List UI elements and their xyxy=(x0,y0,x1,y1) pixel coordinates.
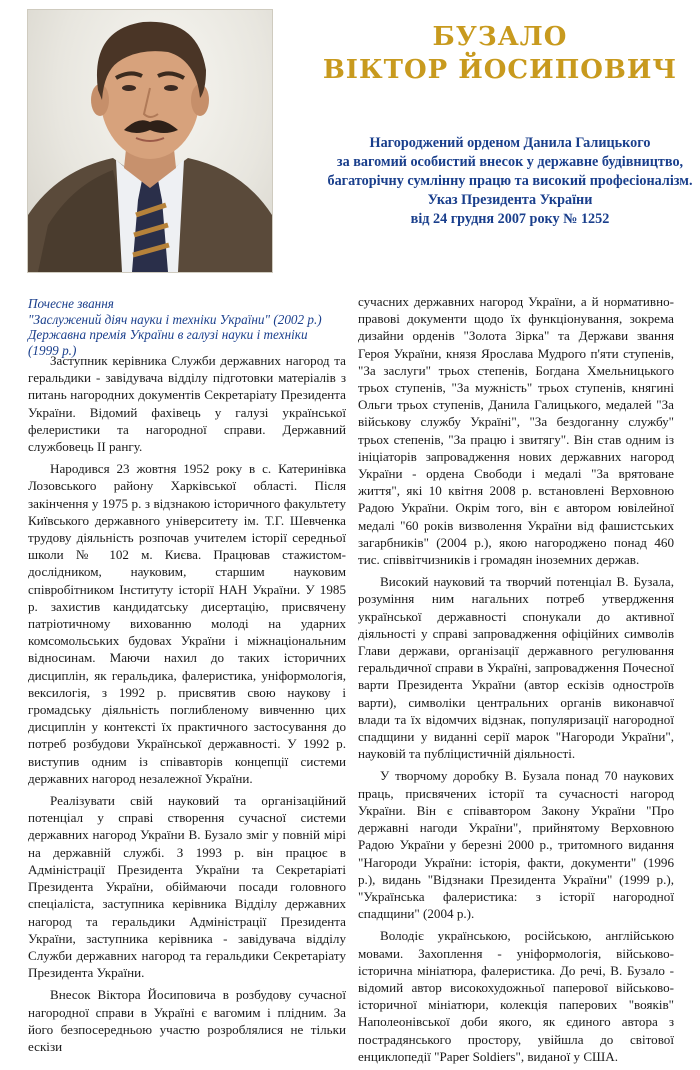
award-line: за вагомий особистий внесок у державне будівництво, xyxy=(336,154,684,170)
portrait-illustration xyxy=(28,10,272,272)
paragraph: Народився 23 жовтня 1952 року в с. Катеринівка Лозовського району Харківської області. Після закінчення у 1975 р. з відзнакою історичного факультету Київського державного університету ім. Т.Г. Шевченка трудову діяльність розпочав учителем історії середньої школи № 102 м. Києва. Працював стажистом-дослідником, науковим, старшим науковим співробітником Інституту історії НАН України. У 1985 р. захистив кандидатську дисертацію, присвячену патріотичному вихованню молоді на ударних комсомольських будовах України і міжнаціональним відносинам. Маючи нахил до таких історичних дисциплін, як геральдика, фалеристика, уніформологія, вексилогія, з 1992 р. присвятив свою наукову і громадську діяльність поглибленому вивченню цих дисциплін у контексті їх практичного застосування до потреб розбудови Української державності. У 1992 р. виступив одним із співавторів концепції системи державних нагород незалежної України. xyxy=(28,461,346,786)
paragraph: Заступник керівника Служби державних нагород та геральдики - завідувача відділу підготовки матеріалів з питань нагородних документів Секретаріату Президента України. Відомий фахівець у галузі української фелеристики та нагородної справи. Державний службовець ІІ рангу. xyxy=(28,353,346,455)
paragraph: Реалізувати свій науковий та організаційний потенціал у справі створення сучасної системи державних нагород України В. Бузало зміг у повній мірі на державній службі. З 1993 р. він працює в Адміністрації Президента України та Секретаріаті Президента України, обіймаючи посади головного спеціаліста, заступника керівника Відділу державних нагород та геральдики Адміністрації Президента України, заступника керівника - завідувача відділу Служби державних нагород та геральдики Секретаріату Президента України. xyxy=(28,793,346,981)
biography-right-column xyxy=(358,293,674,1070)
portrait-photo xyxy=(28,10,272,272)
paragraph: сучасних державних нагород України, а й нормативно-правові документи щодо їх функціонування, зокрема дизайни орденів "Золота Зірка" та Держави звання Героя України, князя Ярослава Мудрого п'яти ступенів, "За заслуги" трьох степенів, Богдана Хмельницького трьох ступенів, "За мужність" трьох ступенів, княгині Ольги трьох ступенів, Данила Галицького, медалей "За військову службу Україні", "За бездоганну службу" трьох степенів, "За працю і звитягу". Він став одним із ініціаторів запровадження нових державних нагород України - ордена Свободи і медалі "За врятоване життя", які 10 квітня 2008 р. встановлені Верховною Радою України. Окрім того, він є автором ювілейної медалі "60 років визволення України від фашистських загарбників" (2004 р.), якою нагороджено понад 460 тис. співвітчизників і громадян іноземних держав. xyxy=(358,294,674,568)
paragraph: У творчому доробку В. Бузала понад 70 наукових праць, присвячених історії та сучасності нагород України. Він є співавтором Закону України "Про державні нагоди України", прийнятому Верховною Радою України у березні 2000 р., тритомного видання "Нагороди України: історія, факти, документи" (1996 р.), видань "Відзнаки Президента України" (1999 р.), "Українська фалеристика: з історії нагородної спадщини" (2004 р.). xyxy=(358,768,674,922)
title-line: (1999 р.) xyxy=(28,342,77,358)
award-statement xyxy=(320,134,700,229)
title-line: Почесне звання xyxy=(28,296,114,311)
award-line: Указ Президента України xyxy=(427,192,593,208)
title-line: Державна премія України в галузі науки і техніки xyxy=(28,327,308,342)
award-line: багаторічну сумлінну працю та високий професіоналізм. xyxy=(327,173,693,189)
honorary-titles xyxy=(28,296,348,358)
paragraph: Володіє українською, російською, англійською мовами. Захоплення - уніформологія, військово-історична мініатюра, фалеристика. До речі, В. Бузало - відомий автор високохудожньої паперової військово-історичної мініатюри, колекція паперових "вояків" Наполеонівської доби якого, як єдиного автора з пострадянського простору, увійшла до світової енциклопедії "Paper Soldiers", виданої у США. xyxy=(358,928,674,1064)
paragraph: Високий науковий та творчий потенціал В. Бузала, розуміння ним нагальних потреб утвердження української державності спонукали до активної діяльності у справі запровадження офіційних символів Глави держави, організації державного регулювання геральдичної справи в Україні, запровадження Почесної варти Президента України (автор ескізів одностроїв варти), символіки центральних органів виконавчої влади та їх відомчих відзнак, популяризації нагородної спадщини у виданні серії марок "Нагороди України", науковій та публіцистичній діяльності. xyxy=(358,574,674,762)
award-line: від 24 грудня 2007 року № 1252 xyxy=(410,211,610,227)
paragraph: Внесок Віктора Йосиповича в розбудову сучасної нагородної справи в Україні є вагомим і плідним. За його безпосередньою участю розроблялися не тільки ескізи xyxy=(28,987,346,1054)
person-surname: БУЗАЛО xyxy=(432,22,568,52)
biography-left-column xyxy=(28,352,346,1060)
person-given-names: ВІКТОР ЙОСИПОВИЧ xyxy=(322,55,678,85)
title-line: "Заслужений діяч науки і техніки України" (2002 р.) xyxy=(28,311,322,327)
award-line: Нагороджений орденом Данила Галицького xyxy=(369,135,651,151)
